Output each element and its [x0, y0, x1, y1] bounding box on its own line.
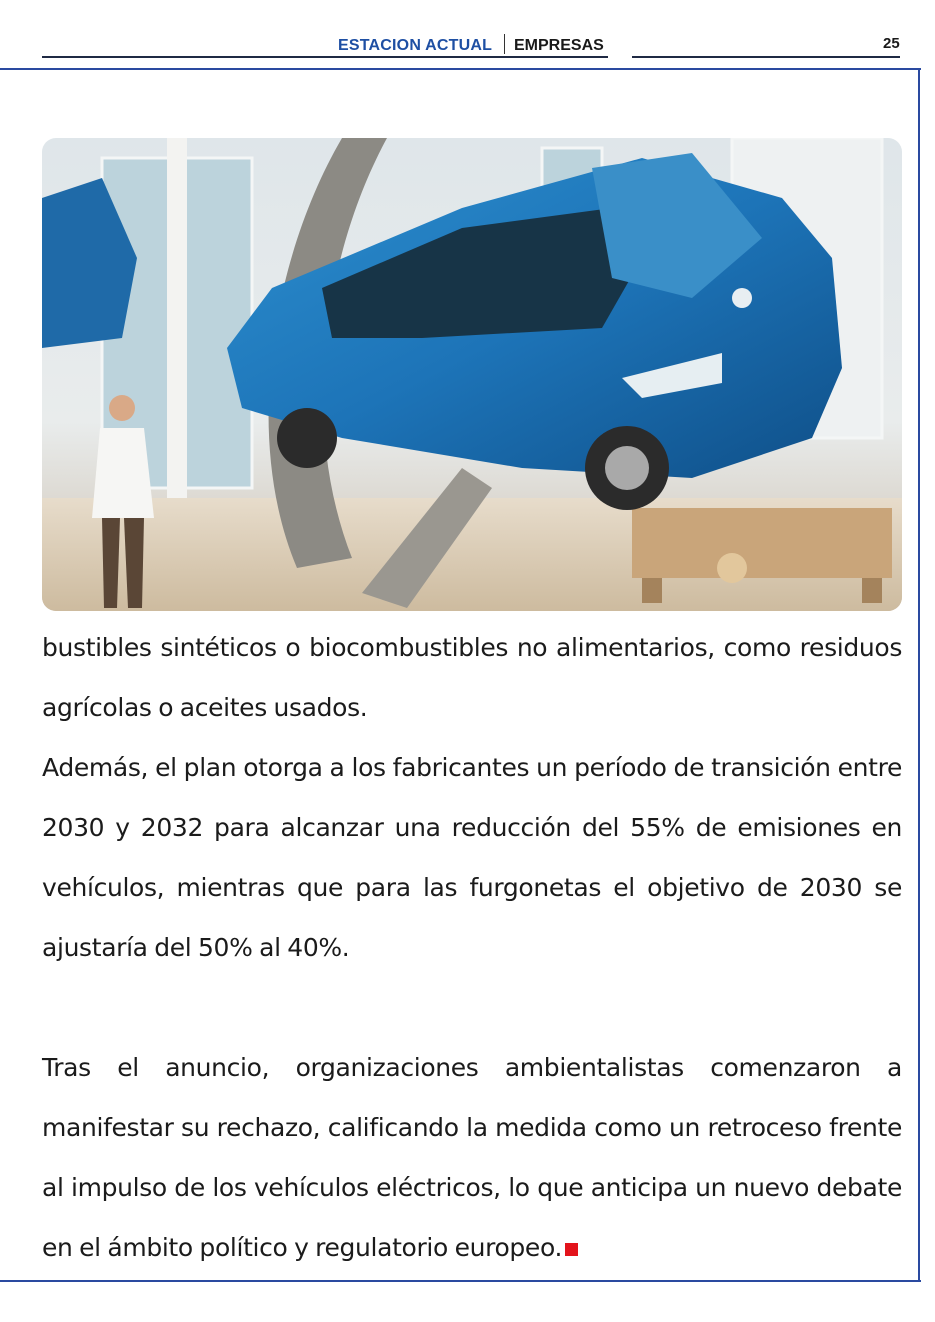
section-label: ESTACION ACTUAL — [338, 37, 493, 54]
paragraph-2: Además, el plan otorga a los fabricantes un período de transición entre 2030 y 2032 para alcanzar una reducción del 55% de emisiones en vehículos, mientras que para las furgonetas el objetivo de 2030 se ajustaría del 50% al 40%. — [42, 753, 902, 962]
frame-border-top — [0, 68, 921, 70]
paragraph-3-text: Tras el anuncio, organizaciones ambientalistas comenzaron a manifestar su rechazo, calificando la medida como un retroceso frente al impulso de los vehículos eléctricos, lo que anticipa un nuevo debate en el ámbito político y regulatorio europeo. — [42, 1053, 902, 1262]
frame-border-right — [918, 68, 920, 1282]
subsection-label: EMPRESAS — [514, 37, 604, 54]
header-rule-right — [632, 56, 900, 58]
header-separator — [504, 34, 505, 54]
paragraph-gap — [42, 978, 902, 1038]
article-photo — [42, 138, 902, 611]
paragraph-3 — [42, 1038, 902, 1278]
page-number: 25 — [883, 35, 900, 52]
frame-border-bottom — [0, 1280, 921, 1282]
page-header — [0, 0, 935, 70]
end-of-article-mark — [565, 1243, 578, 1256]
header-rule-left — [42, 56, 608, 58]
photo-illustration — [42, 138, 902, 611]
article-body — [42, 618, 902, 1278]
paragraph-1: bustibles sintéticos o biocombustibles no alimentarios, como residuos agrícolas o aceites usados. — [42, 633, 902, 722]
